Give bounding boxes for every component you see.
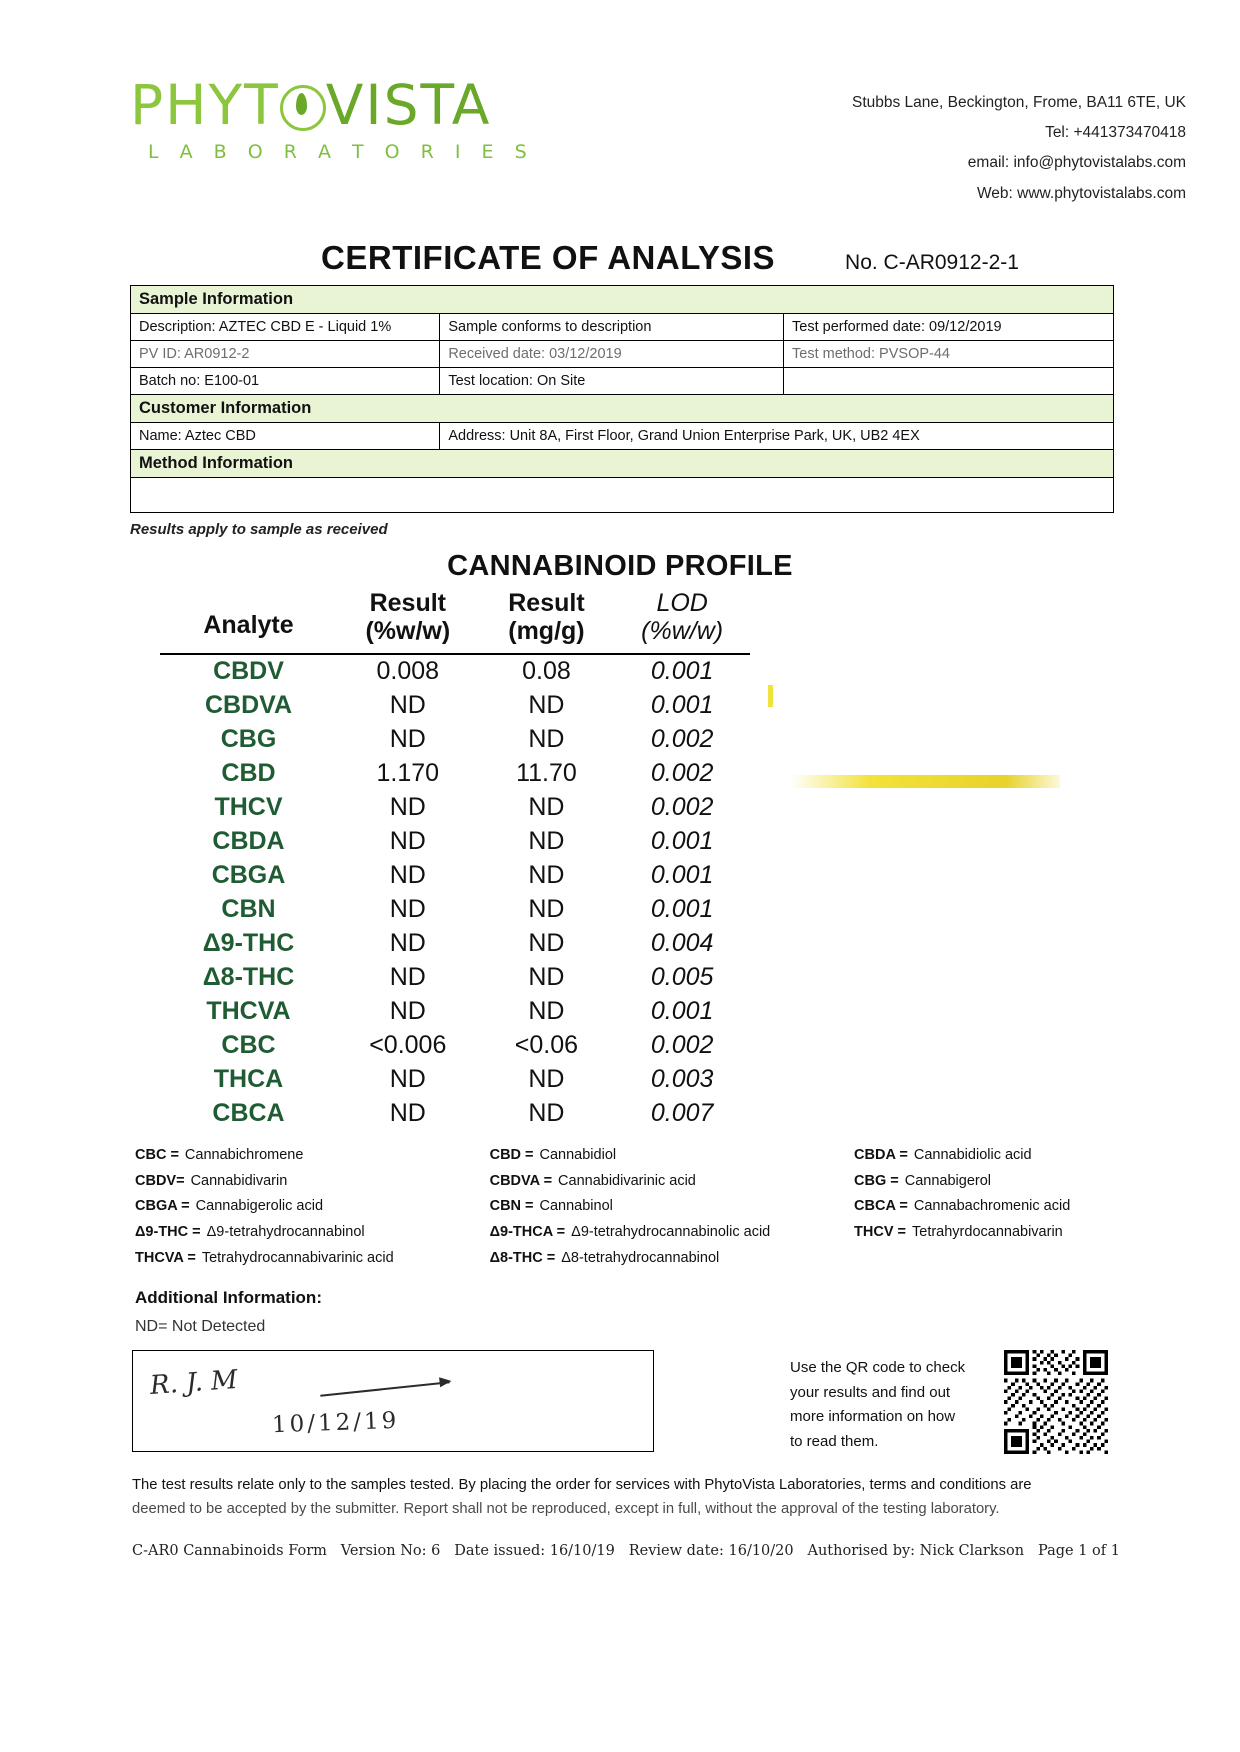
batch-no: Batch no: E100-01 — [131, 368, 440, 394]
table-row — [160, 1063, 750, 1097]
table-row — [160, 859, 750, 893]
disclaimer-line2: deemed to be accepted by the submitter. Report shall not be reproduced, except in full, without the approval of the testing laboratory. — [132, 1500, 1000, 1517]
cannabinoid-profile-title: CANNABINOID PROFILE — [447, 549, 793, 582]
abbreviation-key: CBG = — [854, 1172, 899, 1189]
column-header-result-pct-line1: Result — [369, 588, 446, 617]
analyte-result-mgg: 0.08 — [522, 657, 571, 686]
analyte-lod: 0.001 — [650, 827, 714, 856]
analyte-result-mgg: <0.06 — [514, 1031, 579, 1060]
analyte-result-mgg: 11.70 — [516, 759, 577, 788]
analyte-lod: 0.001 — [650, 657, 714, 686]
abbreviation-value: Cannabigerol — [904, 1172, 992, 1189]
analyte-result-mgg: ND — [528, 827, 565, 856]
column-header-result-mg-line1: Result — [508, 588, 585, 617]
abbreviation-key: CBC = — [135, 1146, 179, 1163]
abbreviation-key: CBDVA = — [489, 1172, 553, 1189]
abbreviation-entry — [490, 1143, 854, 1169]
abbreviation-entry — [135, 1169, 490, 1195]
abbreviation-entry — [490, 1169, 854, 1195]
abbreviations-column-1 — [135, 1143, 490, 1272]
analyte-name: CBD — [221, 759, 276, 788]
analyte-lod: 0.002 — [650, 1031, 714, 1060]
abbreviations-column-3 — [854, 1143, 1120, 1272]
analyte-result-percent: ND — [389, 963, 426, 992]
abbreviation-value: Cannabigerolic acid — [195, 1198, 324, 1215]
table-row — [131, 314, 1113, 341]
abbreviations-column-2 — [490, 1143, 854, 1272]
highlighter-mark-cbd-row — [790, 775, 1060, 788]
analyte-name: CBDV — [213, 657, 284, 686]
abbreviation-value: Cannabidivarin — [190, 1172, 288, 1189]
page-footer — [132, 1543, 1120, 1559]
analyte-lod: 0.001 — [650, 691, 714, 720]
logo-wordmark — [130, 73, 600, 137]
analyte-result-percent: ND — [389, 997, 426, 1026]
signature-area — [0, 1350, 1240, 1458]
analyte-result-mgg: ND — [528, 1099, 565, 1128]
company-tel: Tel: +441373470418 — [1045, 124, 1186, 142]
abbreviation-value: Cannabichromene — [184, 1146, 304, 1163]
company-address: Stubbs Lane, Beckington, Frome, BA11 6TE, UK — [852, 94, 1186, 111]
analyte-result-mgg: ND — [528, 895, 565, 924]
qr-code[interactable] — [1000, 1350, 1112, 1454]
analyte-lod: 0.002 — [650, 725, 714, 754]
analyte-lod: 0.003 — [650, 1065, 714, 1094]
abbreviation-entry — [135, 1194, 490, 1220]
column-header-lod-line2: (%w/w) — [641, 616, 724, 645]
analyte-lod: 0.001 — [650, 861, 714, 890]
analyte-name: CBDVA — [204, 691, 293, 720]
abbreviation-value: Tetrahyrdocannabivarin — [912, 1224, 1063, 1241]
analyte-result-mgg: ND — [528, 861, 565, 890]
highlighter-tick-mark — [768, 685, 773, 707]
document-title-row — [0, 239, 1240, 277]
abbreviation-entry — [854, 1143, 1120, 1169]
information-tables — [130, 285, 1114, 513]
column-header-analyte: Analyte — [203, 610, 294, 639]
logo-text-part2: VISTA — [325, 73, 492, 137]
sample-description: Description: AZTEC CBD E - Liquid 1% — [131, 314, 440, 340]
table-row — [131, 478, 1113, 513]
qr-instructions-line2: your results and find out — [790, 1383, 951, 1401]
abbreviation-entry — [135, 1220, 490, 1246]
analyte-result-percent: ND — [389, 1065, 426, 1094]
analyte-name: CBG — [220, 725, 277, 754]
certificate-number: No. C-AR0912-2-1 — [845, 250, 1019, 274]
customer-information-band: Customer Information — [131, 395, 1113, 423]
results-note: Results apply to sample as received — [130, 520, 388, 538]
analyte-result-percent: ND — [389, 1099, 426, 1128]
table-row — [160, 1097, 750, 1131]
additional-information-heading: Additional Information: — [135, 1287, 322, 1307]
abbreviation-key: CBCA = — [854, 1198, 908, 1215]
company-contact — [852, 78, 1210, 209]
analyte-result-mgg: ND — [528, 725, 565, 754]
test-location: Test location: On Site — [440, 368, 784, 394]
analyte-result-percent: ND — [389, 895, 426, 924]
analyte-result-mgg: ND — [528, 1065, 565, 1094]
analyte-name: CBGA — [211, 861, 286, 890]
analyte-lod: 0.007 — [650, 1099, 714, 1128]
abbreviation-entry — [854, 1169, 1120, 1195]
analyte-lod: 0.001 — [650, 895, 714, 924]
abbreviation-key: CBGA = — [135, 1198, 190, 1215]
table-row — [160, 689, 750, 723]
qr-instructions-line4: to read them. — [790, 1433, 879, 1451]
abbreviation-value: Cannabidiolic acid — [913, 1146, 1032, 1163]
qr-instructions-line3: more information on how — [790, 1408, 956, 1426]
sample-conformance: Sample conforms to description — [440, 314, 784, 340]
abbreviation-entry — [854, 1220, 1120, 1246]
company-logo — [130, 73, 600, 163]
analyte-name: THCA — [213, 1065, 284, 1094]
logo-text-part1: PHYT — [130, 73, 280, 137]
analyte-name: Δ9-THC — [202, 929, 295, 958]
sample-blank-cell — [784, 368, 1113, 394]
leaf-circle-icon — [280, 85, 326, 131]
abbreviation-key: CBDA = — [854, 1146, 908, 1163]
table-row — [160, 723, 750, 757]
table-row — [131, 368, 1113, 395]
footer-review-date: Review date: 16/10/20 — [628, 1543, 794, 1560]
table-row — [131, 341, 1113, 368]
table-row — [160, 893, 750, 927]
analyte-result-percent: ND — [389, 691, 426, 720]
analyte-lod: 0.002 — [650, 793, 714, 822]
abbreviation-entry — [490, 1194, 854, 1220]
abbreviation-value: Cannabidivarinic acid — [558, 1172, 696, 1189]
abbreviation-key: THCVA = — [135, 1250, 196, 1267]
abbreviation-entry — [135, 1246, 490, 1272]
analyte-result-percent: 0.008 — [376, 657, 440, 686]
footer-form: C-AR0 Cannabinoids Form — [132, 1543, 327, 1560]
table-row — [160, 654, 750, 689]
column-header-result-mg — [479, 589, 615, 647]
pv-id: PV ID: AR0912-2 — [131, 341, 440, 367]
analyte-result-mgg: ND — [528, 963, 565, 992]
analyte-name: CBN — [221, 895, 276, 924]
abbreviation-entry — [490, 1246, 854, 1272]
test-method: Test method: PVSOP-44 — [792, 345, 950, 362]
abbreviation-entry — [135, 1143, 490, 1169]
abbreviation-value: Δ9-tetrahydrocannabinol — [206, 1224, 365, 1241]
analyte-result-percent: 1.170 — [376, 759, 440, 788]
analyte-name: Δ8-THC — [202, 963, 295, 992]
method-information-value — [131, 478, 1113, 512]
abbreviation-key: Δ8-THC = — [489, 1250, 556, 1267]
abbreviation-entry — [490, 1220, 854, 1246]
abbreviation-value: Cannabachromenic acid — [913, 1198, 1071, 1215]
abbreviation-key: CBN = — [489, 1198, 534, 1215]
method-information-band: Method Information — [131, 450, 1113, 478]
abbreviation-key: Δ9-THC = — [135, 1224, 201, 1241]
analyte-result-percent: ND — [389, 725, 426, 754]
abbreviation-entry — [854, 1194, 1120, 1220]
signature-mark: R. J. M — [149, 1364, 239, 1401]
column-header-lod — [614, 589, 750, 647]
analyte-lod: 0.005 — [650, 963, 714, 992]
table-row — [160, 1029, 750, 1063]
test-performed-date: Test performed date: 09/12/2019 — [792, 318, 1002, 335]
page-header — [0, 0, 1240, 209]
footer-page-number: Page 1 of 1 — [1037, 1543, 1120, 1560]
column-header-result-pct-line2: (%w/w) — [365, 616, 451, 645]
footer-authorised-by: Authorised by: Nick Clarkson — [807, 1543, 1025, 1560]
analyte-lod: 0.004 — [650, 929, 714, 958]
table-row — [160, 995, 750, 1029]
logo-subtitle: L A B O R A T O R I E S — [148, 141, 535, 163]
analyte-name: THCV — [214, 793, 283, 822]
abbreviation-value: Cannabidiol — [539, 1146, 617, 1163]
analyte-result-mgg: ND — [528, 929, 565, 958]
analyte-name: THCVA — [206, 997, 291, 1026]
sample-information-band: Sample Information — [131, 286, 1113, 314]
analyte-result-percent: <0.006 — [369, 1031, 447, 1060]
customer-address: Address: Unit 8A, First Floor, Grand Union Enterprise Park, UK, UB2 4EX — [448, 427, 920, 444]
abbreviation-value: Δ9-tetrahydrocannabinolic acid — [571, 1224, 771, 1241]
disclaimer — [132, 1474, 1120, 1521]
abbreviation-value: Δ8-tetrahydrocannabinol — [561, 1250, 720, 1267]
analyte-result-percent: ND — [389, 929, 426, 958]
column-header-result-mg-line2: (mg/g) — [508, 616, 585, 645]
company-web: Web: www.phytovistalabs.com — [976, 184, 1186, 202]
footer-version: Version No: 6 — [340, 1543, 441, 1560]
column-header-lod-line1: LOD — [656, 588, 708, 617]
disclaimer-line1: The test results relate only to the samples tested. By placing the order for services with PhytoVista Laboratories, terms and conditions are — [132, 1476, 1032, 1493]
footer-date-issued: Date issued: 16/10/19 — [454, 1543, 615, 1560]
analyte-lod: 0.002 — [650, 759, 714, 788]
received-date: Received date: 03/12/2019 — [440, 341, 784, 367]
analyte-result-mgg: ND — [528, 997, 565, 1026]
analyte-result-percent: ND — [389, 861, 426, 890]
table-row — [131, 423, 1113, 450]
signature-box — [132, 1350, 654, 1452]
table-row — [160, 961, 750, 995]
table-row — [160, 927, 750, 961]
analyte-name: CBC — [221, 1031, 276, 1060]
signature-date: 10/12/19 — [271, 1407, 400, 1439]
analyte-result-mgg: ND — [528, 691, 565, 720]
cannabinoid-results-table — [160, 589, 750, 1131]
qr-code-image — [1000, 1350, 1112, 1454]
abbreviation-key: CBD = — [489, 1146, 534, 1163]
company-email: email: info@phytovistalabs.com — [967, 154, 1186, 172]
abbreviation-key: CBDV= — [135, 1172, 185, 1189]
abbreviation-value: Cannabinol — [539, 1198, 613, 1215]
analyte-lod: 0.001 — [650, 997, 714, 1026]
qr-instructions — [790, 1356, 990, 1455]
abbreviations-legend — [135, 1143, 1120, 1272]
table-row — [160, 825, 750, 859]
nd-note: ND= Not Detected — [135, 1317, 266, 1335]
column-header-result-pct — [337, 589, 479, 647]
abbreviation-key: Δ9-THCA = — [489, 1224, 566, 1241]
table-row — [160, 757, 750, 791]
table-row — [160, 791, 750, 825]
customer-name: Name: Aztec CBD — [131, 423, 440, 449]
analyte-result-percent: ND — [389, 793, 426, 822]
page-title: CERTIFICATE OF ANALYSIS — [321, 238, 776, 276]
abbreviation-key: THCV = — [854, 1224, 906, 1241]
analyte-name: CBCA — [212, 1099, 285, 1128]
analyte-result-mgg: ND — [528, 793, 565, 822]
analyte-result-percent: ND — [389, 827, 426, 856]
abbreviation-value: Tetrahydrocannabivarinic acid — [201, 1250, 394, 1267]
analyte-name: CBDA — [212, 827, 285, 856]
qr-instructions-line1: Use the QR code to check — [790, 1358, 966, 1376]
